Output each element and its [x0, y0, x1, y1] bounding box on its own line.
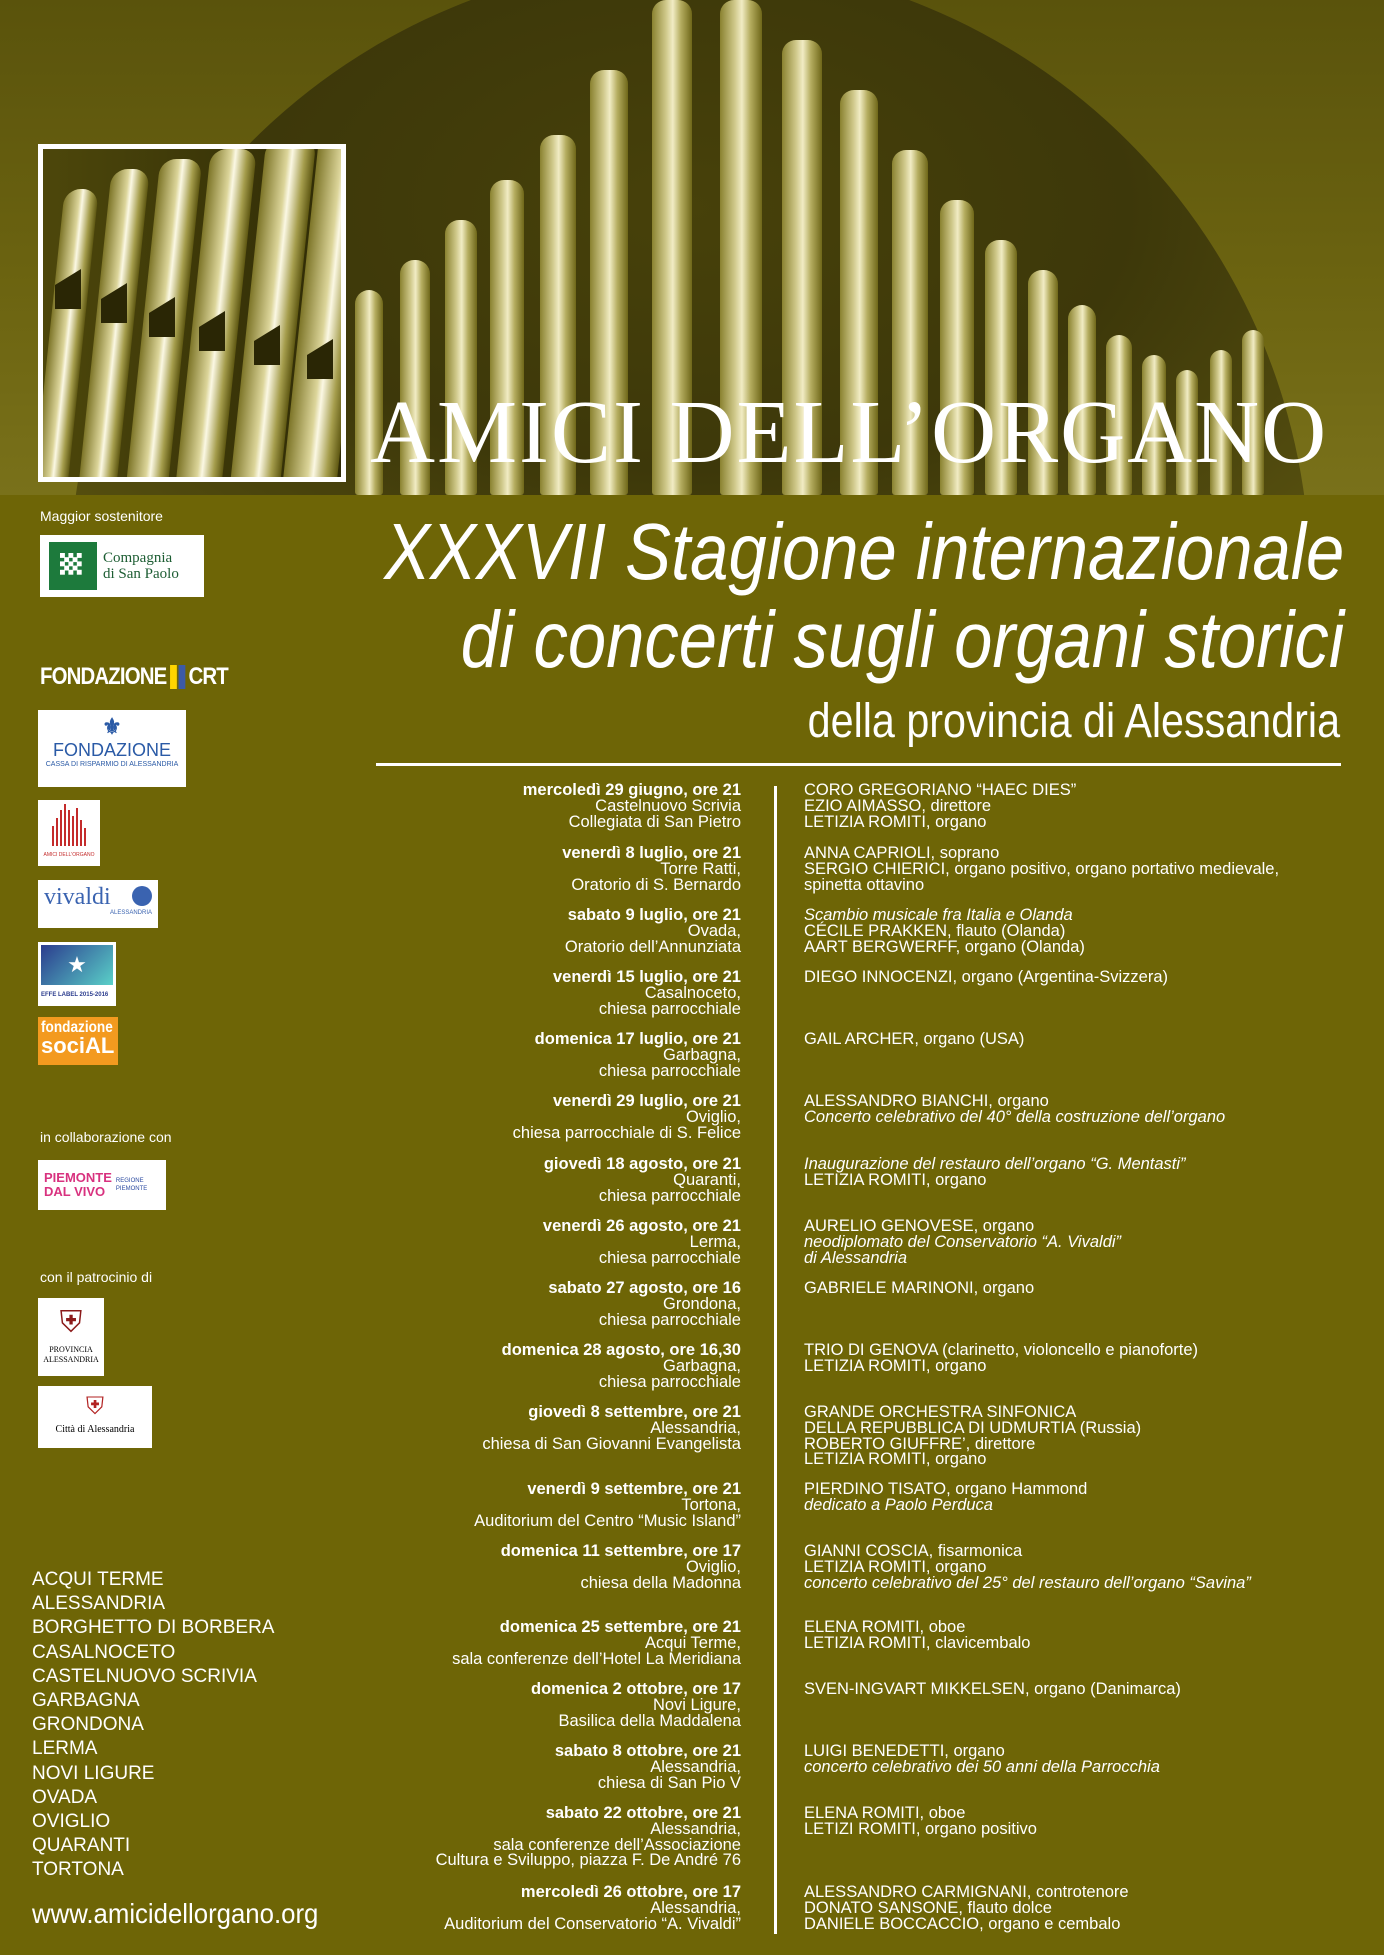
concert-date-place — [271, 1405, 741, 1452]
concert-performers — [804, 1544, 1364, 1591]
concert-date-place — [271, 1032, 741, 1079]
performer-line: TRIO DI GENOVA (clarinetto, violoncello e pianoforte) — [804, 1341, 1199, 1359]
concert-venue: Tortona, — [681, 1495, 741, 1514]
concert-performers — [804, 1885, 1364, 1932]
performer-line: concerto celebrativo dei 50 anni della Parrocchia — [804, 1757, 1160, 1776]
performer-line: GRANDE ORCHESTRA SINFONICA — [804, 1403, 1077, 1421]
citta-alessandria-logo — [38, 1386, 152, 1448]
performer-line: ALESSANDRO BIANCHI, organo — [804, 1092, 1049, 1110]
town-item: GRONDONA — [32, 1714, 144, 1736]
amici-dell-organo-logo — [38, 800, 100, 866]
concert-venue: chiesa della Madonna — [580, 1573, 741, 1592]
concert-venue: Alessandria, — [650, 1898, 741, 1917]
concert-venue: chiesa parrocchiale — [598, 1186, 741, 1205]
town-item: OVIGLIO — [32, 1811, 111, 1833]
concert-venue: sala conferenze dell’Associazione — [493, 1835, 741, 1854]
town-item: CASTELNUOVO SCRIVIA — [32, 1665, 257, 1687]
concert-venue: Oratorio di S. Bernardo — [571, 875, 741, 894]
san-paolo-name: Compagnia di San Paolo — [103, 550, 179, 582]
concert-venue: Collegiata di San Pietro — [568, 812, 741, 831]
concert-date-place — [271, 970, 741, 1017]
concert-venue: Oratorio dell’Annunziata — [564, 937, 741, 956]
website-link[interactable]: www.amicidellorgano.org — [32, 1898, 319, 1929]
concert-date-place — [271, 1281, 741, 1328]
performer-line: DANIELE BOCCACCIO, organo e cembalo — [804, 1914, 1121, 1933]
concert-venue: Grondona, — [663, 1294, 741, 1313]
patronage-label: con il patrocinio di — [40, 1269, 153, 1285]
provincia-alessandria-logo — [38, 1298, 104, 1376]
efa-text: EFFE LABEL 2015-2016 — [41, 992, 109, 998]
concert-venue: Novi Ligure, — [652, 1695, 741, 1714]
town-item: LERMA — [32, 1738, 98, 1760]
main-sponsor-label: Maggior sostenitore — [40, 508, 163, 524]
concert-performers — [804, 970, 1364, 986]
provincia-name: PROVINCIA ALESSANDRIA — [43, 1345, 99, 1364]
concert-venue: Garbagna, — [663, 1045, 741, 1064]
performer-line: GAIL ARCHER, organo (USA) — [804, 1030, 1025, 1048]
concert-date: mercoledì 29 giugno, ore 21 — [522, 781, 741, 799]
performer-line: LETIZIA ROMITI, organo — [804, 1170, 987, 1189]
concert-venue: chiesa parrocchiale — [598, 999, 741, 1018]
concert-date: venerdì 9 settembre, ore 21 — [527, 1480, 741, 1498]
performer-line: GABRIELE MARINONI, organo — [804, 1279, 1035, 1297]
concert-venue: chiesa di San Giovanni Evangelista — [482, 1434, 741, 1453]
season-title-line2: di concerti sugli organi storici — [460, 595, 1344, 684]
performer-line: DONATO SANSONE, flauto dolce — [804, 1898, 1052, 1917]
concert-venue: Ovada, — [687, 921, 741, 940]
concert-performers — [804, 1482, 1364, 1514]
town-item: ACQUI TERME — [32, 1569, 164, 1590]
citta-name: Città di Alessandria — [55, 1424, 135, 1435]
concert-venue: Alessandria, — [650, 1757, 741, 1776]
concert-date: sabato 27 agosto, ore 16 — [548, 1279, 741, 1297]
concert-performers — [804, 908, 1364, 955]
concert-venue: Alessandria, — [650, 1819, 741, 1838]
concert-date: domenica 11 settembre, ore 17 — [500, 1542, 741, 1560]
performer-line: di Alessandria — [804, 1248, 908, 1267]
concert-date: sabato 22 ottobre, ore 21 — [545, 1804, 741, 1822]
concert-performers — [804, 1157, 1364, 1189]
concert-date: sabato 9 luglio, ore 21 — [567, 906, 741, 924]
concert-venue: chiesa di San Pio V — [597, 1773, 741, 1792]
fondazione-social-logo — [38, 1017, 118, 1065]
concert-date-place — [271, 1343, 741, 1390]
performer-line: AURELIO GENOVESE, organo — [804, 1217, 1035, 1235]
season-title-line1: XXXVII Stagione internazionale — [383, 507, 1344, 596]
concert-date-place — [271, 1682, 741, 1729]
vivaldi-emblem-icon — [132, 886, 152, 906]
concert-venue: chiesa parrocchiale — [598, 1061, 741, 1080]
piemonte-dal-vivo-logo — [38, 1160, 166, 1210]
concert-date-place — [271, 1157, 741, 1204]
fondazione-crt-logo — [40, 662, 228, 692]
town-item: CASALNOCETO — [32, 1641, 176, 1663]
concert-date-place — [271, 1544, 741, 1591]
collaboration-label: in collaborazione con — [40, 1129, 172, 1145]
main-title: AMICI DELL’ORGANO — [370, 383, 1329, 482]
performer-line: Scambio musicale fra Italia e Olanda — [804, 906, 1073, 924]
performer-line: LUIGI BENEDETTI, organo — [804, 1742, 1005, 1760]
concert-date-place — [271, 908, 741, 955]
social-line2: sociAL — [41, 1033, 115, 1058]
concert-venue: Cultura e Sviluppo, piazza F. De André 76 — [435, 1851, 741, 1870]
concert-performers — [804, 1281, 1364, 1297]
concert-performers — [804, 1405, 1364, 1468]
concert-date: sabato 8 ottobre, ore 21 — [554, 1742, 741, 1760]
crt-bar-icon — [178, 665, 185, 689]
performer-line: neodiplomato del Conservatorio “A. Vivaldi” — [804, 1232, 1122, 1251]
concert-performers — [804, 1094, 1364, 1126]
concert-venue: Garbagna, — [663, 1356, 741, 1375]
concert-date: venerdì 26 agosto, ore 21 — [542, 1217, 741, 1235]
regione-name: REGIONE PIEMONTE — [115, 1178, 148, 1192]
performer-line: dedicato a Paolo Perduca — [804, 1495, 993, 1514]
performer-line: ALESSANDRO CARMIGNANI, controtenore — [804, 1883, 1129, 1901]
town-item: NOVI LIGURE — [32, 1762, 155, 1784]
concert-date: mercoledì 26 ottobre, ore 17 — [520, 1883, 741, 1901]
performer-line: LETIZIA ROMITI, organo — [804, 1557, 987, 1576]
concert-performers — [804, 1620, 1364, 1652]
performer-line: PIERDINO TISATO, organo Hammond — [804, 1480, 1088, 1498]
concert-venue: Basilica della Maddalena — [558, 1711, 741, 1730]
concert-date-place — [271, 1885, 741, 1932]
performer-line: LETIZIA ROMITI, organo — [804, 812, 987, 831]
town-item: OVADA — [32, 1786, 98, 1808]
town-item: BORGHETTO DI BORBERA — [32, 1617, 275, 1639]
performer-line: AART BERGWERFF, organo (Olanda) — [804, 937, 1085, 956]
concert-date: venerdì 29 luglio, ore 21 — [553, 1092, 741, 1110]
vivaldi-conservatorio-logo — [38, 880, 158, 928]
town-item: TORTONA — [32, 1859, 124, 1881]
town-item: GARBAGNA — [32, 1690, 140, 1712]
concert-performers — [804, 1219, 1364, 1266]
performer-line: LETIZIA ROMITI, organo — [804, 1356, 987, 1375]
cra-subtitle: CASSA DI RISPARMIO DI ALESSANDRIA — [45, 761, 179, 768]
amici-logo-text: AMICI DELL'ORGANO — [43, 852, 95, 858]
concert-date: giovedì 18 agosto, ore 21 — [543, 1155, 741, 1173]
vivaldi-subtitle: ALESSANDRIA — [109, 910, 152, 916]
performer-line: spinetta ottavino — [804, 875, 925, 894]
performer-line: CÉCILE PRAKKEN, flauto (Olanda) — [804, 921, 1066, 940]
concert-venue: Alessandria, — [650, 1418, 741, 1437]
crt-suffix: CRT — [188, 663, 228, 690]
pipes-icon — [42, 804, 96, 846]
concert-performers — [804, 1343, 1364, 1375]
concert-venue: chiesa parrocchiale — [598, 1248, 741, 1267]
concert-date-place — [271, 1744, 741, 1791]
concert-performers — [804, 1744, 1364, 1776]
concert-date: venerdì 15 luglio, ore 21 — [553, 968, 741, 986]
concert-date: giovedì 8 settembre, ore 21 — [528, 1403, 741, 1421]
concert-venue: Castelnuovo Scrivia — [595, 796, 741, 815]
compagnia-san-paolo-logo — [40, 535, 204, 597]
concert-date-place — [271, 1219, 741, 1266]
concert-venue: Lerma, — [689, 1232, 741, 1251]
concert-venue: sala conferenze dell’Hotel La Meridiana — [452, 1649, 741, 1668]
performer-line: SERGIO CHIERICI, organo positivo, organo portativo medievale, — [804, 859, 1280, 878]
fondazione-cra-logo — [38, 710, 186, 787]
town-item: QUARANTI — [32, 1835, 131, 1857]
concert-date: domenica 2 ottobre, ore 17 — [531, 1680, 741, 1698]
concert-venue: Quaranti, — [673, 1170, 741, 1189]
concert-venue: chiesa parrocchiale di S. Felice — [512, 1123, 741, 1142]
performer-line: ANNA CAPRIOLI, soprano — [804, 844, 1000, 862]
concert-date: domenica 28 agosto, ore 16,30 — [501, 1341, 741, 1359]
concert-venue: Oviglio, — [685, 1107, 741, 1126]
performer-line: ELENA ROMITI, oboe — [804, 1804, 966, 1822]
concert-performers — [804, 846, 1364, 893]
efa-label-logo — [38, 942, 116, 1006]
san-paolo-emblem-icon — [49, 542, 97, 590]
performer-line: concerto celebrativo del 25° del restauro dell’organo “Savina” — [804, 1573, 1251, 1592]
concert-venue: Auditorium del Centro “Music Island” — [474, 1511, 741, 1530]
concert-date: venerdì 8 luglio, ore 21 — [562, 844, 741, 862]
performer-line: SVEN-INGVART MIKKELSEN, organo (Danimarca) — [804, 1680, 1181, 1698]
towns-list — [32, 1568, 274, 1883]
concert-performers — [804, 1806, 1364, 1838]
concert-venue: Torre Ratti, — [660, 859, 741, 878]
crt-bar-icon — [170, 665, 177, 689]
performer-line: ROBERTO GIUFFRE’, direttore — [804, 1434, 1036, 1453]
season-title-line3: della provincia di Alessandria — [807, 695, 1340, 748]
vivaldi-name: vivaldi — [44, 884, 111, 910]
performer-line: ELENA ROMITI, oboe — [804, 1618, 966, 1636]
performer-line: GIANNI COSCIA, fisarmonica — [804, 1542, 1023, 1560]
piemonte-name: PIEMONTE DAL VIVO — [44, 1170, 112, 1199]
concert-date-place — [271, 1094, 741, 1141]
concert-date-place — [271, 846, 741, 893]
town-item: ALESSANDRIA — [32, 1593, 166, 1615]
concert-venue: chiesa parrocchiale — [598, 1310, 741, 1329]
performer-line: LETIZIA ROMITI, clavicembalo — [804, 1633, 1031, 1652]
concert-venue: chiesa parrocchiale — [598, 1372, 741, 1391]
cra-emblem-icon: ⚜ — [102, 714, 122, 739]
organ-pipes-closeup-photo — [38, 144, 346, 482]
concert-performers — [804, 1032, 1364, 1048]
concert-performers — [804, 1682, 1364, 1698]
performer-line: LETIZIA ROMITI, organo — [804, 1450, 987, 1469]
concert-venue: Acqui Terme, — [645, 1633, 741, 1652]
concert-date-place — [271, 1620, 741, 1667]
concert-date-place — [271, 1806, 741, 1869]
performer-line: CORO GREGORIANO “HAEC DIES” — [804, 781, 1077, 799]
concert-venue: Auditorium del Conservatorio “A. Vivaldi” — [444, 1914, 741, 1933]
schedule-column-divider — [774, 786, 777, 1934]
crt-name: FONDAZIONE — [40, 663, 167, 690]
social-line1: fondazione — [41, 1019, 113, 1036]
performer-line: DIEGO INNOCENZI, organo (Argentina-Svizzera) — [804, 968, 1169, 986]
concert-date-place — [271, 783, 741, 830]
concert-date-place — [271, 1482, 741, 1529]
performer-line: Concerto celebrativo del 40° della costruzione dell’organo — [804, 1107, 1226, 1126]
performer-line: LETIZI ROMITI, organo positivo — [804, 1819, 1037, 1838]
concert-venue: Casalnoceto, — [644, 983, 741, 1002]
concert-date: domenica 25 settembre, ore 21 — [499, 1618, 741, 1636]
efa-star-icon: ★ — [41, 945, 113, 985]
performer-line: EZIO AIMASSO, direttore — [804, 796, 992, 815]
title-divider — [376, 763, 1341, 766]
performer-line: DELLA REPUBBLICA DI UDMURTIA (Russia) — [804, 1418, 1142, 1437]
concert-performers — [804, 783, 1364, 830]
provincia-crest-icon: ⛨ — [59, 1306, 83, 1339]
concert-venue: Oviglio, — [685, 1557, 741, 1576]
citta-crest-icon: ⛨ — [86, 1393, 104, 1420]
concert-date: domenica 17 luglio, ore 21 — [534, 1030, 741, 1048]
cra-name: FONDAZIONE — [52, 740, 171, 760]
performer-line: Inaugurazione del restauro dell’organo “G. Mentasti” — [804, 1155, 1186, 1173]
